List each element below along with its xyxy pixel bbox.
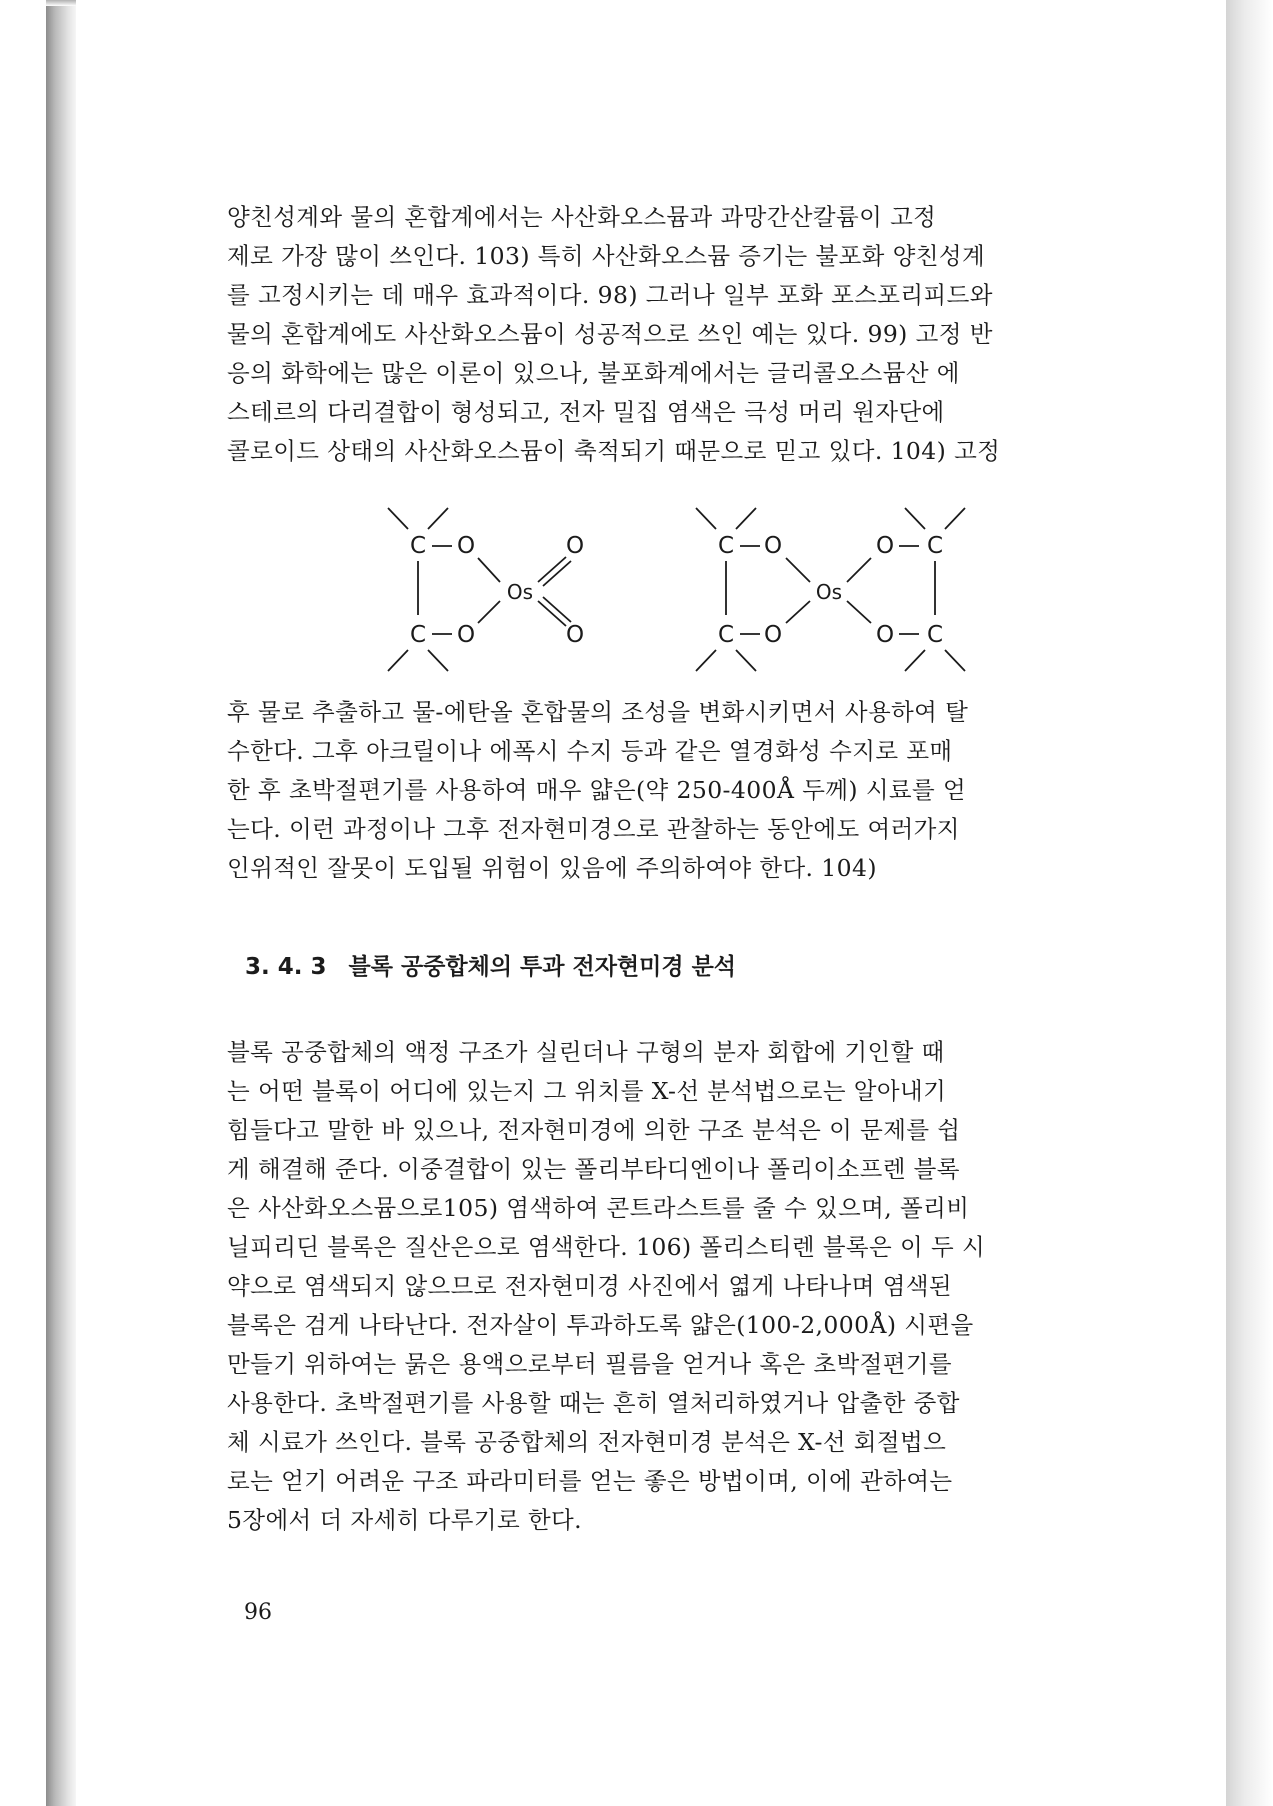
text-line: 수한다. 그후 아크릴이나 에폭시 수지 등과 같은 열경화성 수지로 포매 <box>227 737 953 765</box>
paragraph-block-copolymer <box>227 1033 1105 1540</box>
text-line: 응의 화학에는 많은 이론이 있으나, 불포화계에서는 글리콜오스뮴산 에 <box>227 359 960 387</box>
oxygen-label: O <box>565 533 585 559</box>
oxygen-label: O <box>456 533 476 559</box>
osmium-label: Os <box>506 580 534 604</box>
text-line: 약으로 염색되지 않으므로 전자현미경 사진에서 엷게 나타나며 염색된 <box>227 1272 953 1300</box>
text-line: 사용한다. 초박절편기를 사용할 때는 흔히 열처리하였거나 압출한 중합 <box>227 1389 960 1417</box>
oxygen-label: O <box>763 622 783 648</box>
osmate-diester-structure <box>696 508 965 671</box>
text-line: 인위적인 잘못이 도입될 위험이 있음에 주의하여야 한다. 104) <box>227 854 877 882</box>
paragraph-fixation <box>227 198 1105 471</box>
page-number: 96 <box>244 1600 272 1625</box>
carbon-label: C <box>717 533 735 559</box>
text-line: 콜로이드 상태의 사산화오스뮴이 축적되기 때문으로 믿고 있다. 104) 고정 <box>227 437 1001 465</box>
osmate-ester-structures <box>370 503 990 685</box>
text-line: 는 어떤 블록이 어디에 있는지 그 위치를 X-선 분석법으로는 알아내기 <box>227 1077 947 1105</box>
page-right-shadow <box>1226 0 1273 1806</box>
text-line: 힘들다고 말한 바 있으나, 전자현미경에 의한 구조 분석은 이 문제를 쉽 <box>227 1116 961 1144</box>
text-line: 양친성계와 물의 혼합계에서는 사산화오스뮴과 과망간산칼륨이 고정 <box>227 203 937 231</box>
osmate-monoester-structure <box>388 508 584 671</box>
paragraph-dehydration <box>227 693 1105 888</box>
carbon-label: C <box>926 622 944 648</box>
text-line: 닐피리딘 블록은 질산은으로 염색한다. 106) 폴리스티렌 블록은 이 두 시 <box>227 1233 986 1261</box>
oxygen-label: O <box>763 533 783 559</box>
text-line: 제로 가장 많이 쓰인다. 103) 특히 사산화오스뮴 증기는 불포화 양친성계 <box>227 242 986 270</box>
book-spine-edge <box>46 0 76 1806</box>
text-line: 5장에서 더 자세히 다루기로 한다. <box>227 1506 583 1534</box>
text-line: 후 물로 추출하고 물-에탄올 혼합물의 조성을 변화시키면서 사용하여 탈 <box>227 698 969 726</box>
oxygen-label: O <box>565 622 585 648</box>
osmium-label: Os <box>815 580 843 604</box>
text-line: 블록은 검게 나타난다. 전자살이 투과하도록 얇은(100-2,000Å) 시편을 <box>227 1311 974 1339</box>
section-title: 블록 공중합체의 투과 전자현미경 분석 <box>348 954 737 980</box>
carbon-label: C <box>717 622 735 648</box>
carbon-label: C <box>409 622 427 648</box>
text-line: 로는 얻기 어려운 구조 파라미터를 얻는 좋은 방법이며, 이에 관하여는 <box>227 1467 953 1495</box>
text-line: 은 사산화오스뮴으로105) 염색하여 콘트라스트를 줄 수 있으며, 폴리비 <box>227 1194 970 1222</box>
text-line: 한 후 초박절편기를 사용하여 매우 얇은(약 250-400Å 두께) 시료를 얻 <box>227 776 967 804</box>
oxygen-label: O <box>875 622 895 648</box>
text-line: 를 고정시키는 데 매우 효과적이다. 98) 그러나 일부 포화 포스포리피드와 <box>227 281 993 309</box>
carbon-label: C <box>409 533 427 559</box>
text-line: 물의 혼합계에도 사산화오스뮴이 성공적으로 쓰인 예는 있다. 99) 고정 반 <box>227 320 993 348</box>
carbon-label: C <box>926 533 944 559</box>
text-line: 스테르의 다리결합이 형성되고, 전자 밀집 염색은 극성 머리 원자단에 <box>227 398 945 426</box>
section-number: 3. 4. 3 <box>245 954 327 980</box>
oxygen-label: O <box>875 533 895 559</box>
text-line: 체 시료가 쓰인다. 블록 공중합체의 전자현미경 분석은 X-선 회절법으 <box>227 1428 947 1456</box>
text-line: 블록 공중합체의 액정 구조가 실린더나 구형의 분자 회합에 기인할 때 <box>227 1038 945 1066</box>
section-heading <box>245 948 1105 981</box>
oxygen-label: O <box>456 622 476 648</box>
text-line: 만들기 위하여는 묽은 용액으로부터 필름을 얻거나 혹은 초박절편기를 <box>227 1350 953 1378</box>
text-line: 게 해결해 준다. 이중결합이 있는 폴리부타디엔이나 폴리이소프렌 블록 <box>227 1155 960 1183</box>
text-line: 는다. 이런 과정이나 그후 전자현미경으로 관찰하는 동안에도 여러가지 <box>227 815 960 843</box>
